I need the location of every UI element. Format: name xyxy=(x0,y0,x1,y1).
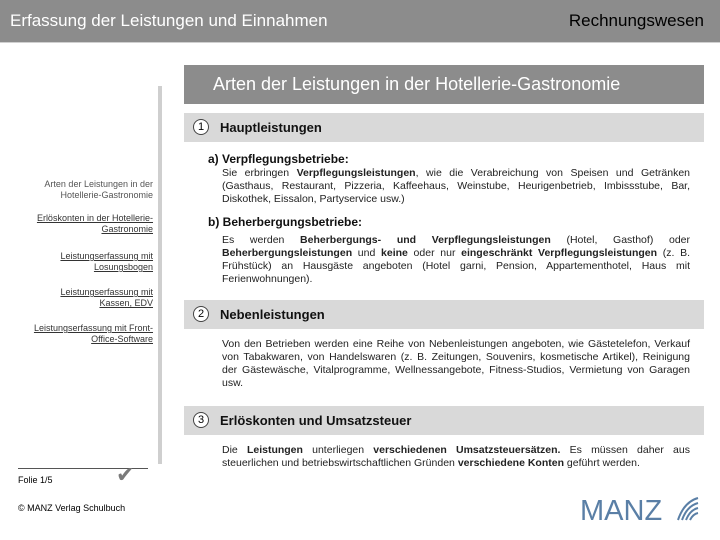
paragraph-erloeskonten xyxy=(222,444,690,470)
copyright-text: © MANZ Verlag Schulbuch xyxy=(18,503,126,513)
slide-counter: Folie 1/5 xyxy=(18,475,53,485)
emphasis-text: eingeschränkt Verpflegungsleistungen xyxy=(461,247,658,259)
header-right-title: Rechnungswesen xyxy=(568,11,704,30)
paragraph-verpflegung xyxy=(222,167,690,206)
emphasis-text: Beherbergungs- und Verpflegungsleistungen xyxy=(300,234,551,246)
body-text: (z. B. Frühstück) an Hausgäste angeboten (Hotel garni, Pension, Appartementhotel, Haus mit Ferienwohnungen). xyxy=(222,247,691,285)
section-number-badge: 3 xyxy=(193,412,209,428)
body-text: und xyxy=(352,247,382,259)
manz-logo-icon xyxy=(580,494,700,524)
section-header-hauptleistungen xyxy=(184,113,704,142)
emphasis-text: Verpflegungsleistungen xyxy=(296,167,416,179)
section-title: Erlöskonten und Umsatzsteuer xyxy=(220,413,412,428)
body-text: Es werden xyxy=(222,234,301,246)
top-bar xyxy=(0,0,720,43)
body-text: , wie die Verabreichung von Speisen und Getränken (Gasthaus, Restaurant, Pizzeria, Kaffeehaus, Weinstube, Heurigenbetrieb, Imbissstube, Bar, Diskothek, Eissalon, Partyservice usw.) xyxy=(222,167,690,205)
sidebar-item-front-office[interactable] xyxy=(34,323,153,345)
page-title: Erfassung der Leistungen und Einnahmen xyxy=(10,11,328,30)
section-header-erloeskonten xyxy=(184,406,704,435)
logo-mark xyxy=(678,498,698,520)
body-text: oder nur xyxy=(407,247,462,259)
section-title: Nebenleistungen xyxy=(220,307,325,322)
sidebar-item-label: Arten der Leistungen in der xyxy=(44,179,153,189)
sidebar-item-label: Hotellerie-Gastronomie xyxy=(60,190,153,200)
section-header-nebenleistungen xyxy=(184,300,704,329)
body-text: Die xyxy=(222,444,247,456)
subsection-title-verpflegung: a) Verpflegungsbetriebe: xyxy=(208,152,349,166)
sidebar-item-label: Erlöskonten in der Hotellerie- xyxy=(36,213,153,223)
sidebar-item-label: Losungsbogen xyxy=(93,262,153,272)
logo-text: MANZ xyxy=(580,495,663,524)
emphasis-text: verschiedene Konten xyxy=(457,457,565,469)
sidebar-item-label: Leistungserfassung mit xyxy=(60,251,153,261)
paragraph-beherbergung xyxy=(222,234,690,286)
sidebar-item-label: Leistungserfassung mit xyxy=(60,287,153,297)
sidebar-item-label: Leistungserfassung mit Front- xyxy=(33,323,153,333)
emphasis-text: Beherbergungsleistungen xyxy=(222,247,353,259)
banner-title: Arten der Leistungen in der Hotellerie-Gastronomie xyxy=(213,74,621,94)
body-text: geführt werden. xyxy=(564,457,640,469)
sidebar-item-label: Kassen, EDV xyxy=(99,298,153,308)
emphasis-text: keine xyxy=(381,247,408,259)
emphasis-text: Leistungen xyxy=(246,444,303,456)
paragraph-nebenleistungen xyxy=(222,338,690,390)
body-text: Es müssen daher aus steuerlichen und betriebswirtschaftlichen Gründen xyxy=(222,444,690,469)
emphasis-text: verschiedenen Umsatzsteuersätzen. xyxy=(373,444,561,456)
sidebar-item-arten[interactable] xyxy=(44,179,153,201)
sidebar-item-losungsbogen[interactable] xyxy=(60,251,153,273)
body-text: (Hotel, Gasthof) oder xyxy=(550,234,691,246)
section-number-badge: 1 xyxy=(193,119,209,135)
body-text: Von den Betrieben werden eine Reihe von Nebenleistungen angeboten, wie Gästetelefon, Verkauf von Tabakwaren, von Handelswaren (z. B. Zeitungen, Souvenirs, kosmetische Artikel), Reinigung der Gästewäsche, Vitalprogramme, Wellnessangebote, Fitness-Studios, Vermietung von Garagen usw. xyxy=(222,338,690,389)
sidebar-item-kassen-edv[interactable] xyxy=(60,287,153,309)
sidebar-divider xyxy=(158,86,162,464)
section-title: Hauptleistungen xyxy=(220,120,322,135)
subsection-title-beherbergung: b) Beherbergungsbetriebe: xyxy=(208,215,363,229)
sidebar-item-label: Gastronomie xyxy=(101,224,153,234)
body-text: Sie erbringen xyxy=(222,167,297,179)
body-text: unterliegen xyxy=(302,444,374,456)
section-number-badge: 2 xyxy=(193,306,209,322)
section-banner xyxy=(184,65,704,104)
sidebar-item-erloeskonten[interactable] xyxy=(37,213,153,235)
checkmark-icon[interactable]: ✔ xyxy=(116,462,135,487)
sidebar-item-label: Office-Software xyxy=(91,334,153,344)
